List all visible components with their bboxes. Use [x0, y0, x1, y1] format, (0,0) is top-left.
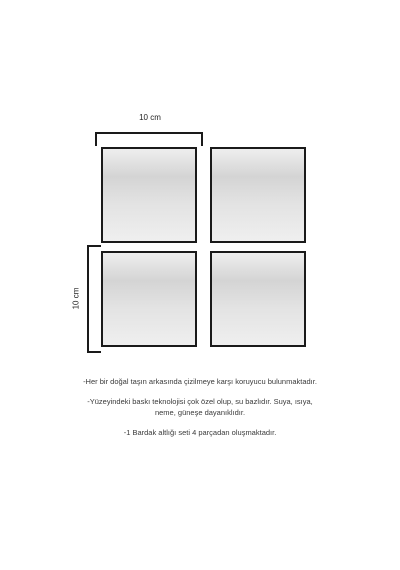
note-set-count: -1 Bardak altlığı seti 4 parçadan oluşmaktadır.: [123, 428, 277, 437]
coaster-tile-top-left: [101, 147, 197, 243]
note-protection: -Her bir doğal taşın arkasında çizilmeye karşı koruyucu bulunmaktadır.: [83, 377, 317, 386]
product-notes: [40, 376, 360, 447]
width-bracket: [95, 132, 203, 146]
coaster-tile-bottom-right: [210, 251, 306, 347]
coaster-tile-top-right: [210, 147, 306, 243]
width-label: 10 cm: [139, 113, 161, 122]
height-bracket: [87, 245, 101, 353]
height-label: 10 cm: [71, 287, 81, 310]
note-print-technology: [40, 396, 360, 418]
note-print-line-1: -Yüzeyindeki baskı teknolojisi çok özel olup, su bazlıdır. Suya, ısıya,: [87, 397, 313, 406]
note-print-line-2: neme, güneşe dayanıklıdır.: [154, 408, 246, 417]
coaster-tile-bottom-left: [101, 251, 197, 347]
